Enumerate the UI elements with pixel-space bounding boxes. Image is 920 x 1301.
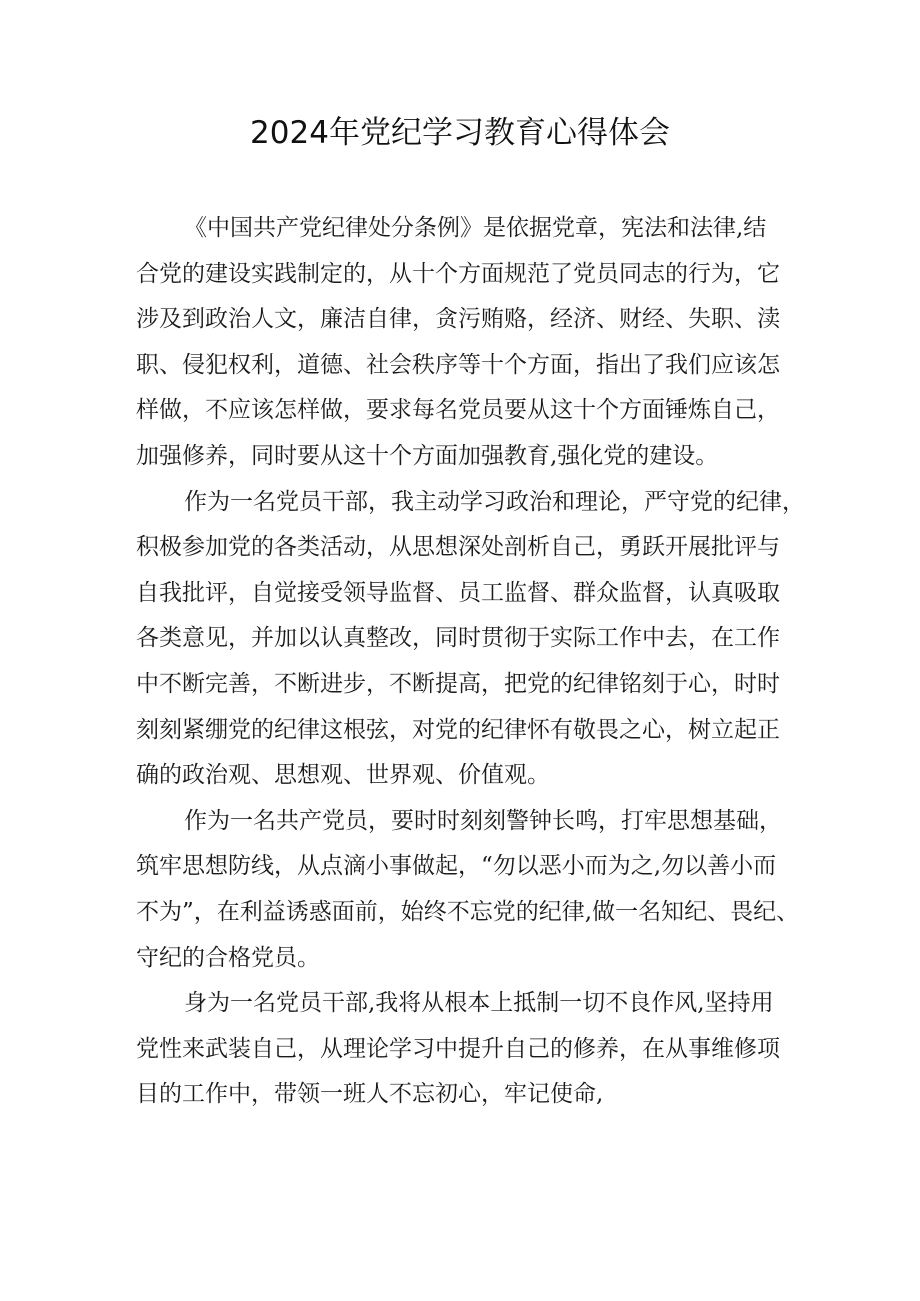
paragraph-2 [136,480,805,799]
paragraph-1 [136,206,788,480]
text-line: 样做，不应该怎样做，要求每名党员要从这十个方面锤炼自己， [136,397,780,424]
paragraph-3 [136,799,800,981]
text-line: 筑牢思想防线，从点滴小事做起，“勿以恶小而为之,勿以善小而 [136,853,777,880]
text-line: 各类意见，并加以认真整改，同时贯彻于实际工作中去，在工作 [136,625,780,652]
text-line: 守纪的合格党员。 [136,944,320,971]
text-line: 作为一名共产党员，要时时刻刻警钟长鸣，打牢思想基础， [184,807,782,834]
text-line: 身为一名党员干部,我将从根本上抵制一切不良作风,坚持用 [184,990,774,1017]
text-line: 确的政治观、思想观、世界观、价值观。 [136,762,550,789]
text-line: 职、侵犯权利，道德、社会秩序等十个方面，指出了我们应该怎 [136,351,780,378]
text-line: 自我批评，自觉接受领导监督、员工监督、群众监督，认真吸取 [136,579,780,606]
text-line: 党性来武装自己，从理论学习中提升自己的修养，在从事维修项 [136,1035,780,1062]
paragraph-4 [136,981,788,1118]
document-body [136,206,805,1118]
text-line: 《中国共产党纪律处分条例》是依据党章，宪法和法律,结 [184,215,767,241]
text-line: 中不断完善，不断进步，不断提高，把党的纪律铭刻于心，时时 [136,670,780,697]
text-line: 目的工作中，带领一班人不忘初心，牢记使命, [136,1081,604,1108]
text-line: 作为一名党员干部，我主动学习政治和理论，严守党的纪律， [184,488,805,515]
text-line: 合党的建设实践制定的，从十个方面规范了党员同志的行为，它 [136,260,780,287]
text-line: 不为”，在利益诱惑面前，始终不忘党的纪律,做一名知纪、畏纪、 [136,898,800,925]
document-title: 2024年党纪学习教育心得体会 [250,115,670,151]
text-line: 涉及到政治人文，廉洁自律，贪污贿赂，经济、财经、失职、渎 [136,306,780,333]
text-line: 刻刻紧绷党的纪律这根弦，对党的纪律怀有敬畏之心，树立起正 [136,716,780,743]
text-line: 加强修养，同时要从这十个方面加强教育,强化党的建设。 [136,442,719,469]
text-line: 积极参加党的各类活动，从思想深处剖析自己，勇跃开展批评与 [136,534,780,561]
